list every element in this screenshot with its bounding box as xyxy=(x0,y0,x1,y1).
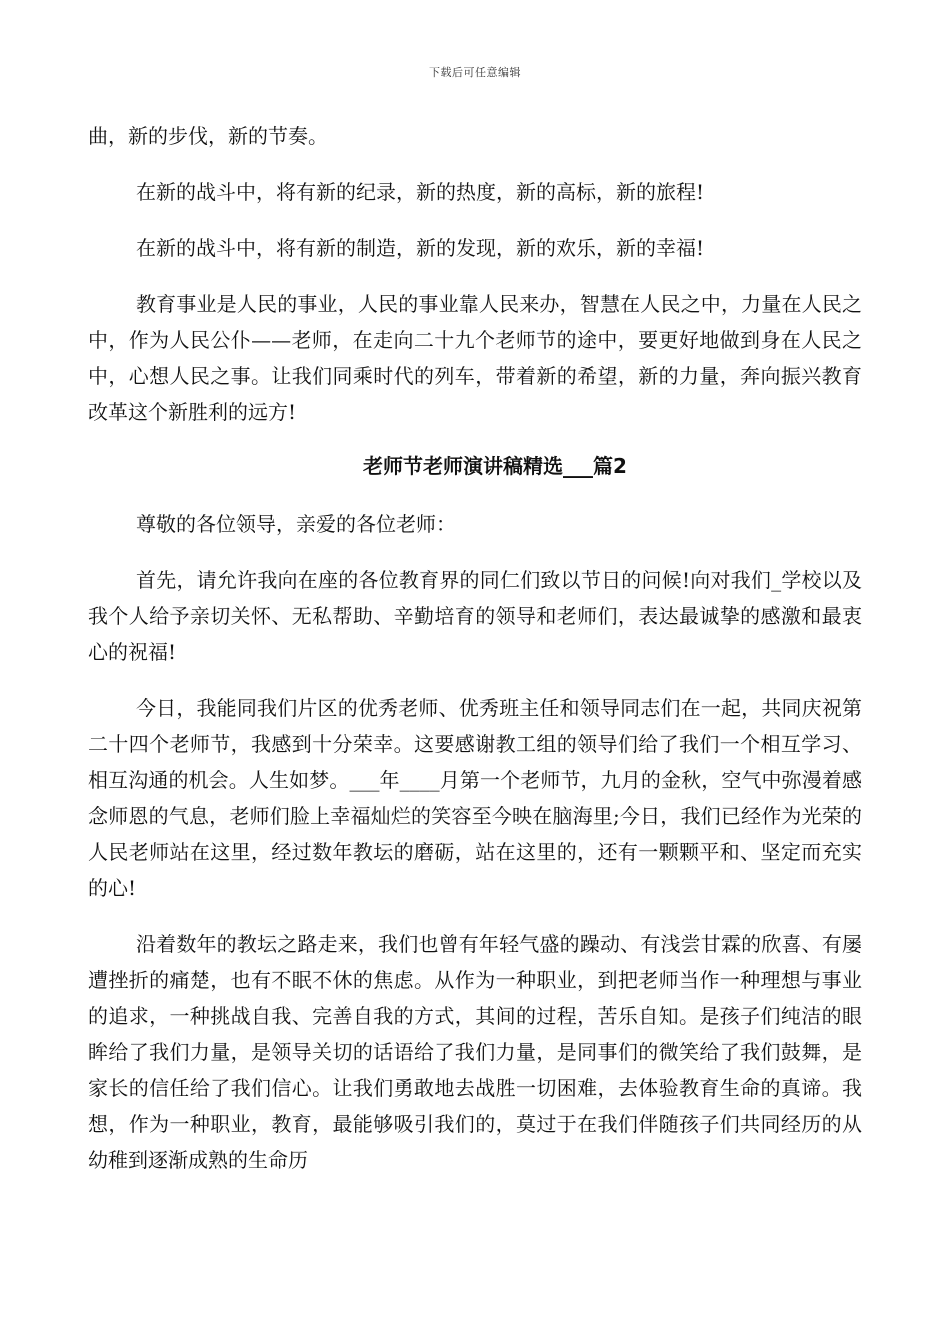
paragraph: 今日，我能同我们片区的优秀老师、优秀班主任和领导同志们在一起，共同庆祝第二十四个老师节，我感到十分荣幸。这要感谢教工组的领导们给了我们一个相互学习、相互沟通的机会。人生如梦。___年____月第一个老师节，九月的金秋，空气中弥漫着感念师恩的气息，老师们脸上幸福灿烂的笑容至今映在脑海里;今日，我们已经作为光荣的人民老师站在这里，经过数年教坛的磨砺，站在这里的，还有一颗颗平和、坚定而充实的心! xyxy=(88,696,862,900)
header-note: 下载后可任意编辑 xyxy=(429,66,521,79)
paragraph: 在新的战斗中，将有新的制造，新的发现，新的欢乐，新的幸福! xyxy=(136,236,705,260)
section-title: 老师节老师演讲稿精选___篇2 xyxy=(363,454,627,478)
paragraph: 教育事业是人民的事业，人民的事业靠人民来办，智慧在人民之中，力量在人民之中，作为人民公仆——老师，在走向二十九个老师节的途中，要更好地做到身在人民之中，心想人民之事。让我们同乘时代的列车，带着新的希望，新的力量，奔向振兴教育改革这个新胜利的远方! xyxy=(88,292,862,424)
paragraph: 沿着数年的教坛之路走来，我们也曾有年轻气盛的躁动、有浅尝甘霖的欣喜、有屡遭挫折的痛楚，也有不眠不休的焦虑。从作为一种职业，到把老师当作一种理想与事业的追求，一种挑战自我、完善自我的方式，其间的过程，苦乐自知。是孩子们纯洁的眼眸给了我们力量，是领导关切的话语给了我们力量，是同事们的微笑给了我们鼓舞，是家长的信任给了我们信心。让我们勇敢地去战胜一切困难，去体验教育生命的真谛。我想，作为一种职业，教育，最能够吸引我们的，莫过于在我们伴随孩子们共同经历的从幼稚到逐渐成熟的生命历 xyxy=(88,932,862,1172)
salutation: 尊敬的各位领导，亲爱的各位老师： xyxy=(136,512,456,536)
paragraph-continuation: 曲，新的步伐，新的节奏。 xyxy=(88,124,328,148)
document-body xyxy=(88,118,862,1198)
paragraph: 在新的战斗中，将有新的纪录，新的热度，新的高标，新的旅程! xyxy=(136,180,705,204)
paragraph: 首先，请允许我向在座的各位教育界的同仁们致以节日的问候!向对我们_学校以及我个人给予亲切关怀、无私帮助、辛勤培育的领导和老师们，表达最诚挚的感激和最衷心的祝福! xyxy=(88,568,862,664)
